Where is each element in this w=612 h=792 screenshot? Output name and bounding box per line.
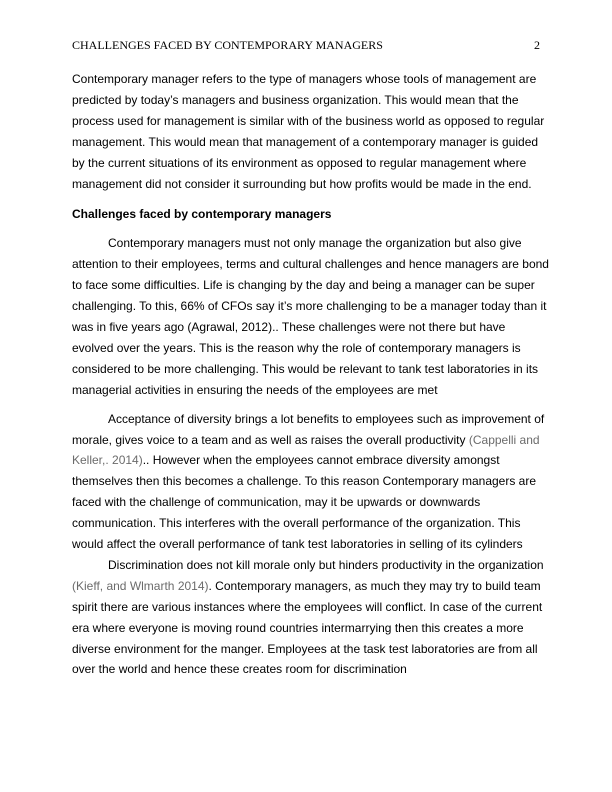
running-header — [72, 38, 540, 54]
discrimination-text-before: Discrimination does not kill morale only but hinders productivity in the organization — [108, 557, 544, 572]
document-body — [72, 69, 550, 680]
page-number: 2 — [534, 38, 540, 52]
challenges-paragraph: Contemporary managers must not only manage the organization but also give attention to their employees, terms and cultural challenges and hence managers are bond to face some difficulties. Life is changing by the day and being a manager can be super challenging. To this, 66% of CFOs say it’s more challenging to be a manager today than it was in five years ago (Agrawal, 2012).. These challenges were not there but have evolved over the years. This is the reason why the role of contemporary managers is considered to be more challenging. This would be relevant to tank test laboratories in its managerial activities in ensuring the needs of the employees are met — [72, 236, 549, 397]
section-heading: Challenges faced by contemporary managers — [72, 207, 332, 222]
discrimination-paragraph — [72, 555, 550, 680]
discrimination-citation: (Kieff, and Wlmarth 2014) — [72, 578, 209, 593]
header-title: CHALLENGES FACED BY CONTEMPORARY MANAGERS — [72, 38, 383, 52]
diversity-text-after: .. However when the employees cannot embrace diversity amongst themselves then this becomes a challenge. To this reason Contemporary managers are faced with the challenge of communication, may it be upwards or downwards communication. This interferes with the overall performance of the organization. This would affect the overall performance of tank test laboratories in selling of its cylinders — [72, 453, 537, 552]
diversity-paragraph — [72, 409, 550, 555]
discrimination-text-after: . Contemporary managers, as much they may try to build team spirit there are various instances where the employees will conflict. In case of the current era where everyone is moving round countries intermarrying then this creates a more diverse environment for the manger. Employees at the task test laboratories are from all over the world and hence these creates room for discrimination — [72, 578, 543, 677]
diversity-text-before: Acceptance of diversity brings a lot benefits to employees such as improvement of morale, gives voice to a team and as well as raises the overall productivity — [72, 411, 545, 447]
diversity-citation: (Cappelli and Keller,. 2014) — [72, 432, 540, 468]
intro-paragraph: Contemporary manager refers to the type of managers whose tools of management are predicted by today’s managers and business organization. This would mean that the process used for management is similar with of the business world as opposed to regular management. This would mean that management of a contemporary manager is guided by the current situations of its environment as opposed to regular management where management did not consider it surrounding but how profits would be made in the end. — [72, 72, 545, 191]
